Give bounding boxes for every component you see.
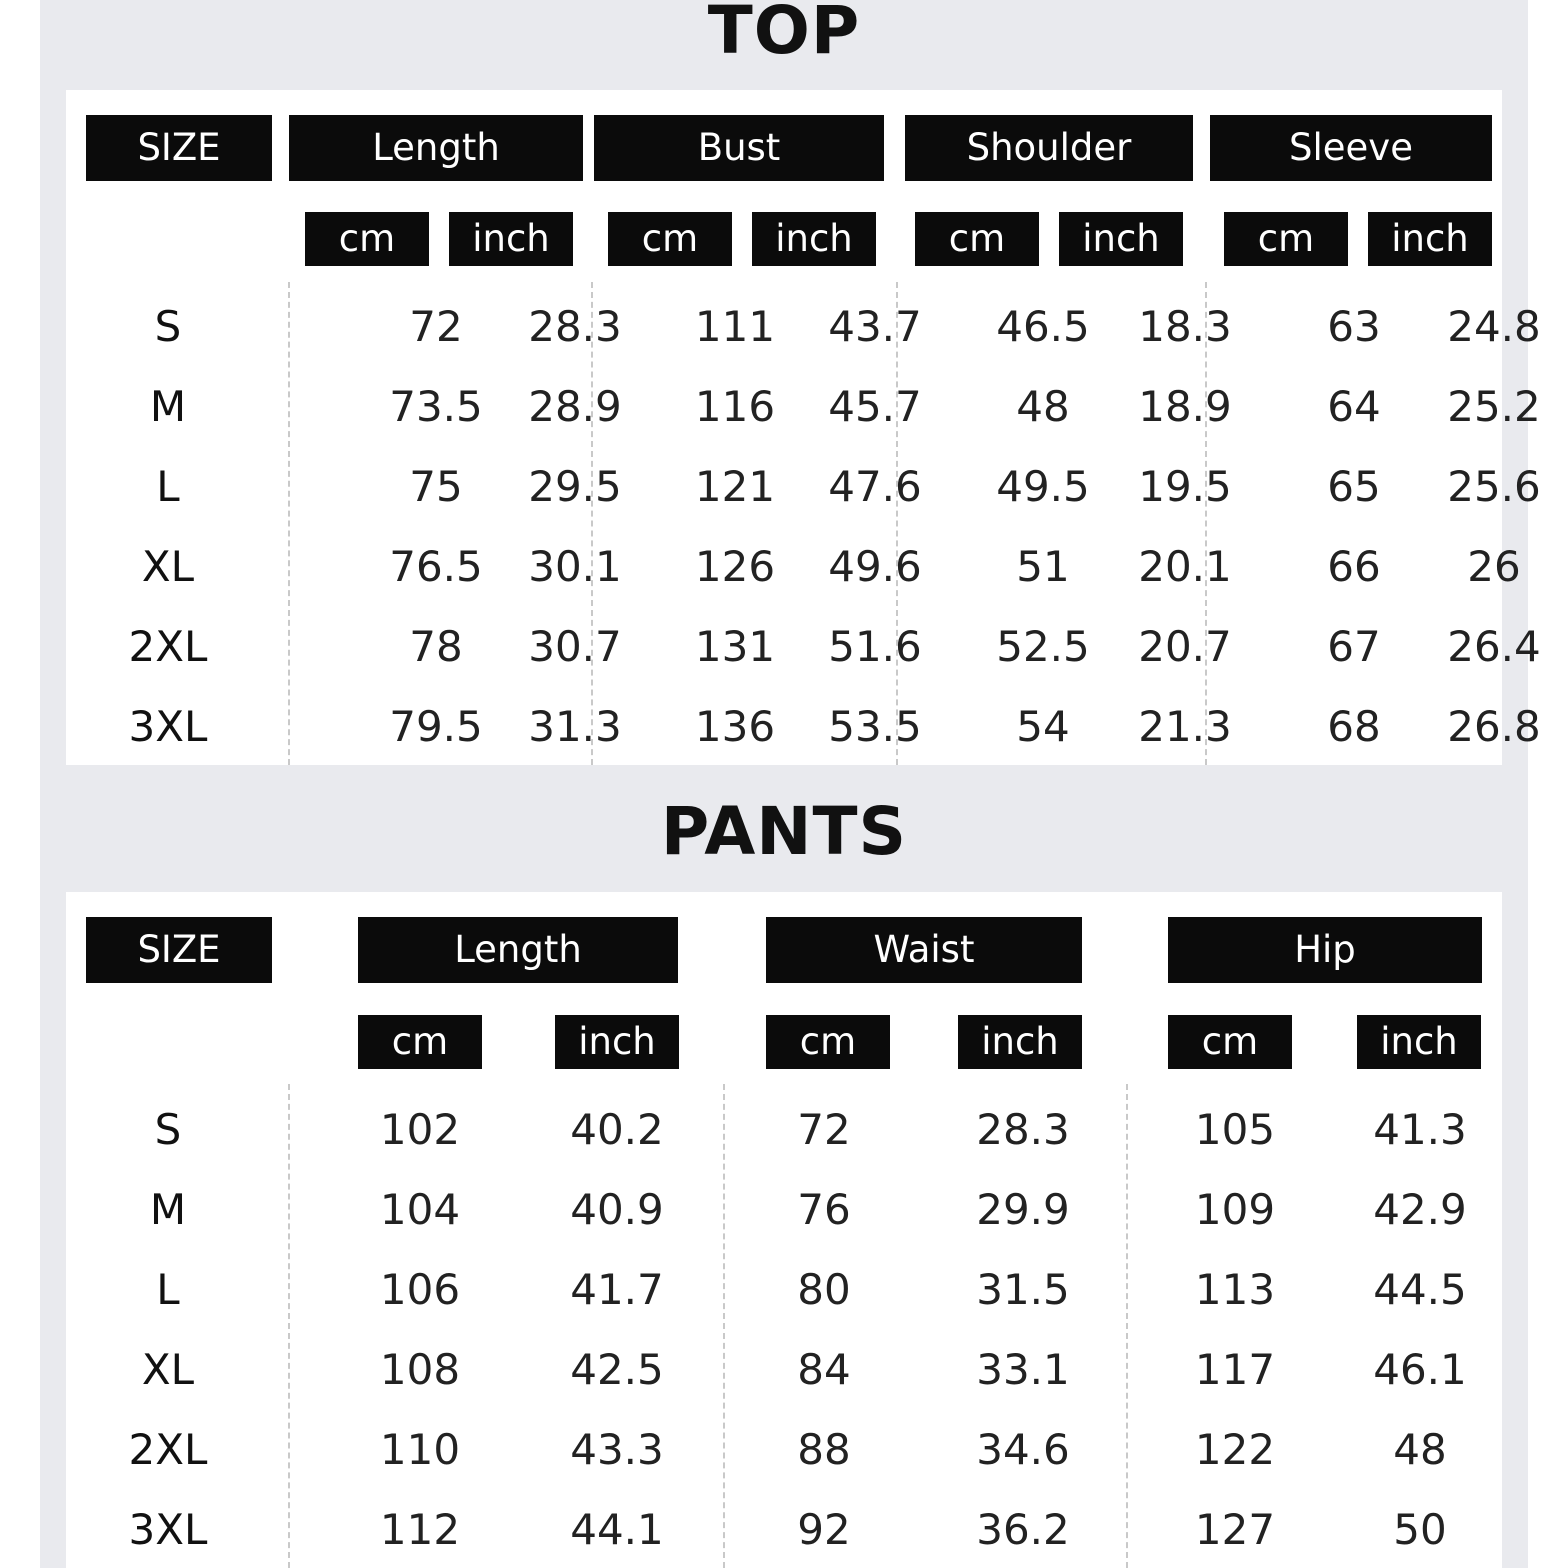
table-cell: 20.1: [1138, 542, 1232, 591]
table-cell: 41.3: [1373, 1105, 1467, 1154]
table-cell: 26.4: [1447, 622, 1541, 671]
table-cell: 108: [379, 1345, 461, 1394]
pants-size-table: [66, 892, 1502, 1568]
table-cell: 33.1: [976, 1345, 1070, 1394]
sleeve-inch-unit: inch: [1368, 212, 1492, 266]
top-section-title: TOP: [707, 0, 861, 69]
table-cell: 66: [1327, 542, 1381, 591]
table-cell: 18.9: [1138, 382, 1232, 431]
table-cell: 18.3: [1138, 302, 1232, 351]
table-cell: 75: [409, 462, 463, 511]
table-cell: 50: [1393, 1505, 1447, 1554]
table-cell: 29.9: [976, 1185, 1070, 1234]
sleeve-header: Sleeve: [1210, 115, 1492, 181]
table-cell: 63: [1327, 302, 1381, 351]
waist-inch-unit: inch: [958, 1015, 1082, 1069]
size-label: 2XL: [128, 1425, 208, 1474]
table-cell: 76.5: [389, 542, 483, 591]
table-cell: 112: [379, 1505, 461, 1554]
table-cell: 65: [1327, 462, 1381, 511]
size-label: 2XL: [128, 622, 208, 671]
table-cell: 73.5: [389, 382, 483, 431]
sleeve-cm-unit: cm: [1224, 212, 1348, 266]
table-cell: 28.3: [528, 302, 622, 351]
size-label: S: [154, 302, 182, 351]
table-cell: 46.5: [996, 302, 1090, 351]
length-inch-unit: inch: [555, 1015, 679, 1069]
column-divider: [723, 1084, 725, 1568]
table-cell: 88: [797, 1425, 851, 1474]
column-divider: [1126, 1084, 1128, 1568]
table-cell: 41.7: [570, 1265, 664, 1314]
table-cell: 78: [409, 622, 463, 671]
table-cell: 92: [797, 1505, 851, 1554]
table-cell: 80: [797, 1265, 851, 1314]
table-cell: 49.6: [828, 542, 922, 591]
table-cell: 52.5: [996, 622, 1090, 671]
length-header: Length: [358, 917, 678, 983]
table-cell: 30.1: [528, 542, 622, 591]
table-cell: 53.5: [828, 702, 922, 751]
table-cell: 113: [1194, 1265, 1276, 1314]
size-label: M: [149, 1185, 187, 1234]
length-header: Length: [289, 115, 583, 181]
table-cell: 48: [1393, 1425, 1447, 1474]
table-cell: 30.7: [528, 622, 622, 671]
table-cell: 44.1: [570, 1505, 664, 1554]
table-cell: 48: [1016, 382, 1070, 431]
length-cm-unit: cm: [305, 212, 429, 266]
length-inch-unit: inch: [449, 212, 573, 266]
table-cell: 117: [1194, 1345, 1276, 1394]
size-header: SIZE: [86, 917, 272, 983]
bust-inch-unit: inch: [752, 212, 876, 266]
table-cell: 49.5: [996, 462, 1090, 511]
table-cell: 51: [1016, 542, 1070, 591]
table-cell: 28.3: [976, 1105, 1070, 1154]
table-cell: 109: [1194, 1185, 1276, 1234]
table-cell: 42.5: [570, 1345, 664, 1394]
waist-header: Waist: [766, 917, 1082, 983]
size-label: 3XL: [128, 1505, 208, 1554]
table-cell: 76: [797, 1185, 851, 1234]
table-cell: 126: [694, 542, 776, 591]
table-cell: 28.9: [528, 382, 622, 431]
table-cell: 29.5: [528, 462, 622, 511]
shoulder-inch-unit: inch: [1059, 212, 1183, 266]
table-cell: 31.3: [528, 702, 622, 751]
table-cell: 102: [379, 1105, 461, 1154]
table-cell: 21.3: [1138, 702, 1232, 751]
size-label: M: [149, 382, 187, 431]
table-cell: 64: [1327, 382, 1381, 431]
table-cell: 44.5: [1373, 1265, 1467, 1314]
table-cell: 104: [379, 1185, 461, 1234]
table-cell: 84: [797, 1345, 851, 1394]
table-cell: 122: [1194, 1425, 1276, 1474]
size-label: XL: [141, 1345, 195, 1394]
size-label: S: [154, 1105, 182, 1154]
table-cell: 51.6: [828, 622, 922, 671]
table-cell: 19.5: [1138, 462, 1232, 511]
table-cell: 42.9: [1373, 1185, 1467, 1234]
table-cell: 47.6: [828, 462, 922, 511]
column-divider: [288, 282, 290, 765]
size-label: L: [156, 462, 180, 511]
table-cell: 121: [694, 462, 776, 511]
table-cell: 72: [409, 302, 463, 351]
table-cell: 26.8: [1447, 702, 1541, 751]
table-cell: 68: [1327, 702, 1381, 751]
hip-inch-unit: inch: [1357, 1015, 1481, 1069]
table-cell: 26: [1467, 542, 1521, 591]
bust-header: Bust: [594, 115, 884, 181]
size-label: XL: [141, 542, 195, 591]
table-cell: 25.2: [1447, 382, 1541, 431]
table-cell: 106: [379, 1265, 461, 1314]
table-cell: 136: [694, 702, 776, 751]
shoulder-header: Shoulder: [905, 115, 1193, 181]
table-cell: 67: [1327, 622, 1381, 671]
size-label: L: [156, 1265, 180, 1314]
table-cell: 43.7: [828, 302, 922, 351]
column-divider: [288, 1084, 290, 1568]
table-cell: 105: [1194, 1105, 1276, 1154]
size-label: 3XL: [128, 702, 208, 751]
table-cell: 116: [694, 382, 776, 431]
table-cell: 20.7: [1138, 622, 1232, 671]
table-cell: 43.3: [570, 1425, 664, 1474]
table-cell: 24.8: [1447, 302, 1541, 351]
table-cell: 36.2: [976, 1505, 1070, 1554]
table-cell: 46.1: [1373, 1345, 1467, 1394]
table-cell: 127: [1194, 1505, 1276, 1554]
length-cm-unit: cm: [358, 1015, 482, 1069]
table-cell: 111: [694, 302, 776, 351]
waist-cm-unit: cm: [766, 1015, 890, 1069]
table-cell: 131: [694, 622, 776, 671]
top-size-table: [66, 90, 1541, 765]
size-header: SIZE: [86, 115, 272, 181]
pants-section-title: PANTS: [660, 793, 908, 870]
table-cell: 72: [797, 1105, 851, 1154]
hip-cm-unit: cm: [1168, 1015, 1292, 1069]
table-cell: 34.6: [976, 1425, 1070, 1474]
table-cell: 40.2: [570, 1105, 664, 1154]
shoulder-cm-unit: cm: [915, 212, 1039, 266]
table-cell: 40.9: [570, 1185, 664, 1234]
hip-header: Hip: [1168, 917, 1482, 983]
bust-cm-unit: cm: [608, 212, 732, 266]
table-cell: 79.5: [389, 702, 483, 751]
table-cell: 31.5: [976, 1265, 1070, 1314]
table-cell: 54: [1016, 702, 1070, 751]
table-cell: 45.7: [828, 382, 922, 431]
table-cell: 25.6: [1447, 462, 1541, 511]
table-cell: 110: [379, 1425, 461, 1474]
